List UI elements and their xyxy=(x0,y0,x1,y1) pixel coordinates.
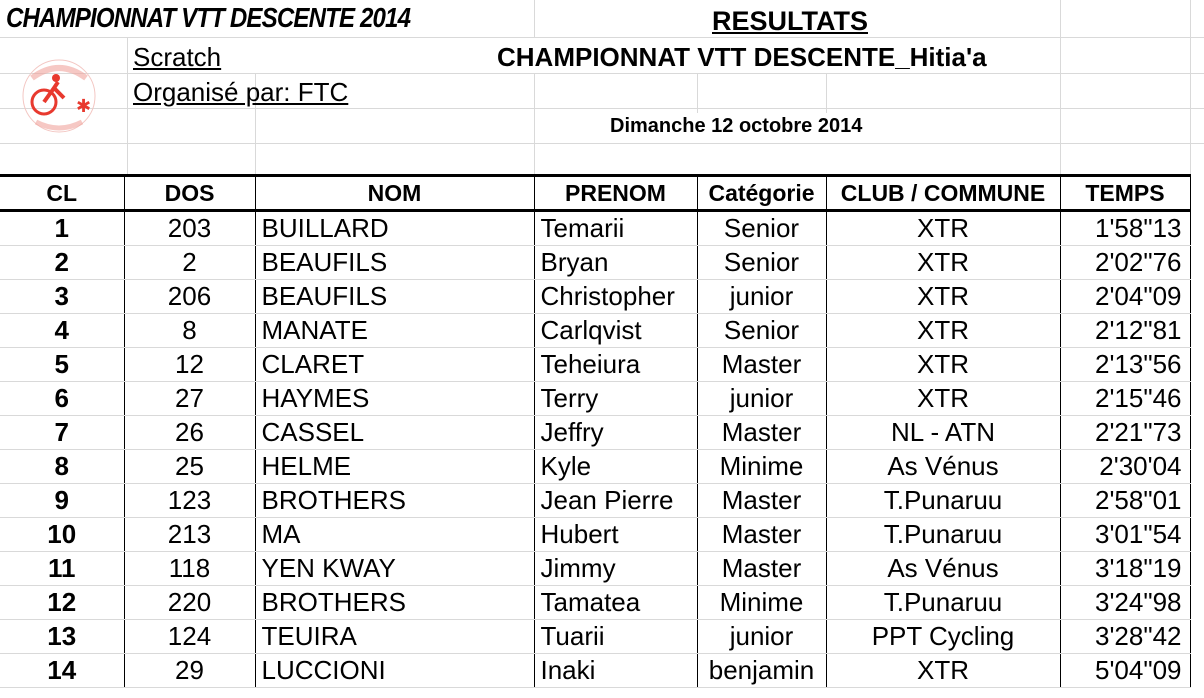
table-row xyxy=(0,280,1190,314)
time-cell: 5'04"09 xyxy=(1060,654,1190,688)
column-header-dos: DOS xyxy=(124,176,255,211)
last-name-cell: CASSEL xyxy=(255,416,534,450)
rank-cell: 11 xyxy=(0,552,124,586)
club-cell: XTR xyxy=(826,314,1060,348)
first-name-cell: Teheiura xyxy=(534,348,697,382)
event-date: Dimanche 12 octobre 2014 xyxy=(610,115,863,137)
column-header-temps: TEMPS xyxy=(1060,176,1190,211)
rank-cell: 2 xyxy=(0,246,124,280)
bib-cell: 118 xyxy=(124,552,255,586)
first-name-cell: Carlqvist xyxy=(534,314,697,348)
time-cell: 2'12"81 xyxy=(1060,314,1190,348)
club-cell: PPT Cycling xyxy=(826,620,1060,654)
rank-cell: 10 xyxy=(0,518,124,552)
last-name-cell: BEAUFILS xyxy=(255,246,534,280)
results-table xyxy=(0,174,1191,688)
category-cell: Master xyxy=(697,484,826,518)
first-name-cell: Jimmy xyxy=(534,552,697,586)
table-row xyxy=(0,484,1190,518)
column-header-club: CLUB / COMMUNE xyxy=(826,176,1060,211)
grid-line xyxy=(0,37,1204,38)
table-row xyxy=(0,586,1190,620)
first-name-cell: Kyle xyxy=(534,450,697,484)
category-cell: Master xyxy=(697,348,826,382)
grid-line xyxy=(534,73,535,174)
category-cell: Senior xyxy=(697,314,826,348)
category-cell: Minime xyxy=(697,586,826,620)
first-name-cell: Temarii xyxy=(534,211,697,246)
table-row xyxy=(0,450,1190,484)
rank-cell: 5 xyxy=(0,348,124,382)
table-row xyxy=(0,348,1190,382)
column-header-prenom: PRENOM xyxy=(534,176,697,211)
table-row xyxy=(0,552,1190,586)
last-name-cell: BROTHERS xyxy=(255,484,534,518)
grid-line xyxy=(0,108,1204,109)
rank-cell: 7 xyxy=(0,416,124,450)
club-cell: XTR xyxy=(826,654,1060,688)
last-name-cell: YEN KWAY xyxy=(255,552,534,586)
rank-cell: 13 xyxy=(0,620,124,654)
time-cell: 3'01"54 xyxy=(1060,518,1190,552)
last-name-cell: BROTHERS xyxy=(255,586,534,620)
category-cell: Master xyxy=(697,416,826,450)
bib-cell: 123 xyxy=(124,484,255,518)
club-cell: T.Punaruu xyxy=(826,518,1060,552)
last-name-cell: HELME xyxy=(255,450,534,484)
club-cell: T.Punaruu xyxy=(826,586,1060,620)
grid-line xyxy=(534,0,535,37)
organizer-label: Organisé par: FTC xyxy=(133,77,349,107)
first-name-cell: Terry xyxy=(534,382,697,416)
last-name-cell: HAYMES xyxy=(255,382,534,416)
bib-cell: 213 xyxy=(124,518,255,552)
bib-cell: 26 xyxy=(124,416,255,450)
club-cell: As Vénus xyxy=(826,450,1060,484)
first-name-cell: Jean Pierre xyxy=(534,484,697,518)
time-cell: 3'28"42 xyxy=(1060,620,1190,654)
table-row xyxy=(0,211,1190,246)
grid-line xyxy=(1060,0,1061,174)
time-cell: 2'58"01 xyxy=(1060,484,1190,518)
rank-cell: 6 xyxy=(0,382,124,416)
column-header-categorie: Catégorie xyxy=(697,176,826,211)
rank-cell: 12 xyxy=(0,586,124,620)
grid-line xyxy=(826,73,827,113)
last-name-cell: MA xyxy=(255,518,534,552)
rank-cell: 8 xyxy=(0,450,124,484)
first-name-cell: Bryan xyxy=(534,246,697,280)
category-cell: junior xyxy=(697,280,826,314)
time-cell: 2'02"76 xyxy=(1060,246,1190,280)
first-name-cell: Tuarii xyxy=(534,620,697,654)
first-name-cell: Tamatea xyxy=(534,586,697,620)
svg-text:✱: ✱ xyxy=(76,96,92,117)
results-heading: RESULTATS xyxy=(712,6,868,36)
club-cell: XTR xyxy=(826,348,1060,382)
time-cell: 1'58"13 xyxy=(1060,211,1190,246)
federation-logo xyxy=(14,56,104,136)
last-name-cell: BUILLARD xyxy=(255,211,534,246)
first-name-cell: Hubert xyxy=(534,518,697,552)
scratch-label: Scratch xyxy=(133,42,222,72)
document-title: CHAMPIONNAT VTT DESCENTE 2014 xyxy=(6,2,411,33)
table-row xyxy=(0,416,1190,450)
bib-cell: 2 xyxy=(124,246,255,280)
rank-cell: 4 xyxy=(0,314,124,348)
category-cell: Senior xyxy=(697,211,826,246)
time-cell: 3'24"98 xyxy=(1060,586,1190,620)
last-name-cell: LUCCIONI xyxy=(255,654,534,688)
bib-cell: 27 xyxy=(124,382,255,416)
club-cell: XTR xyxy=(826,280,1060,314)
table-row xyxy=(0,518,1190,552)
table-row xyxy=(0,654,1190,688)
time-cell: 2'21"73 xyxy=(1060,416,1190,450)
category-cell: Master xyxy=(697,518,826,552)
grid-line xyxy=(1190,0,1191,174)
club-cell: XTR xyxy=(826,211,1060,246)
bib-cell: 8 xyxy=(124,314,255,348)
first-name-cell: Inaki xyxy=(534,654,697,688)
rank-cell: 14 xyxy=(0,654,124,688)
category-cell: Senior xyxy=(697,246,826,280)
category-cell: junior xyxy=(697,382,826,416)
table-header-row xyxy=(0,176,1190,211)
bib-cell: 29 xyxy=(124,654,255,688)
time-cell: 2'30'04 xyxy=(1060,450,1190,484)
table-row xyxy=(0,620,1190,654)
bib-cell: 25 xyxy=(124,450,255,484)
category-cell: Master xyxy=(697,552,826,586)
rank-cell: 1 xyxy=(0,211,124,246)
category-cell: Minime xyxy=(697,450,826,484)
club-cell: As Vénus xyxy=(826,552,1060,586)
bib-cell: 12 xyxy=(124,348,255,382)
rank-cell: 9 xyxy=(0,484,124,518)
grid-line xyxy=(0,143,1204,144)
last-name-cell: TEUIRA xyxy=(255,620,534,654)
table-row xyxy=(0,246,1190,280)
last-name-cell: MANATE xyxy=(255,314,534,348)
time-cell: 3'18"19 xyxy=(1060,552,1190,586)
time-cell: 2'04"09 xyxy=(1060,280,1190,314)
first-name-cell: Jeffry xyxy=(534,416,697,450)
time-cell: 2'15"46 xyxy=(1060,382,1190,416)
last-name-cell: CLARET xyxy=(255,348,534,382)
grid-line xyxy=(127,37,128,174)
club-cell: NL - ATN xyxy=(826,416,1060,450)
grid-line xyxy=(0,73,1204,74)
table-row xyxy=(0,382,1190,416)
category-cell: junior xyxy=(697,620,826,654)
bib-cell: 206 xyxy=(124,280,255,314)
category-cell: benjamin xyxy=(697,654,826,688)
time-cell: 2'13"56 xyxy=(1060,348,1190,382)
column-header-cl: CL xyxy=(0,176,124,211)
first-name-cell: Christopher xyxy=(534,280,697,314)
bib-cell: 203 xyxy=(124,211,255,246)
grid-line xyxy=(697,73,698,113)
bib-cell: 220 xyxy=(124,586,255,620)
event-name: CHAMPIONNAT VTT DESCENTE_Hitia'a xyxy=(497,42,987,72)
club-cell: T.Punaruu xyxy=(826,484,1060,518)
column-header-nom: NOM xyxy=(255,176,534,211)
club-cell: XTR xyxy=(826,382,1060,416)
bib-cell: 124 xyxy=(124,620,255,654)
club-cell: XTR xyxy=(826,246,1060,280)
rank-cell: 3 xyxy=(0,280,124,314)
last-name-cell: BEAUFILS xyxy=(255,280,534,314)
table-row xyxy=(0,314,1190,348)
